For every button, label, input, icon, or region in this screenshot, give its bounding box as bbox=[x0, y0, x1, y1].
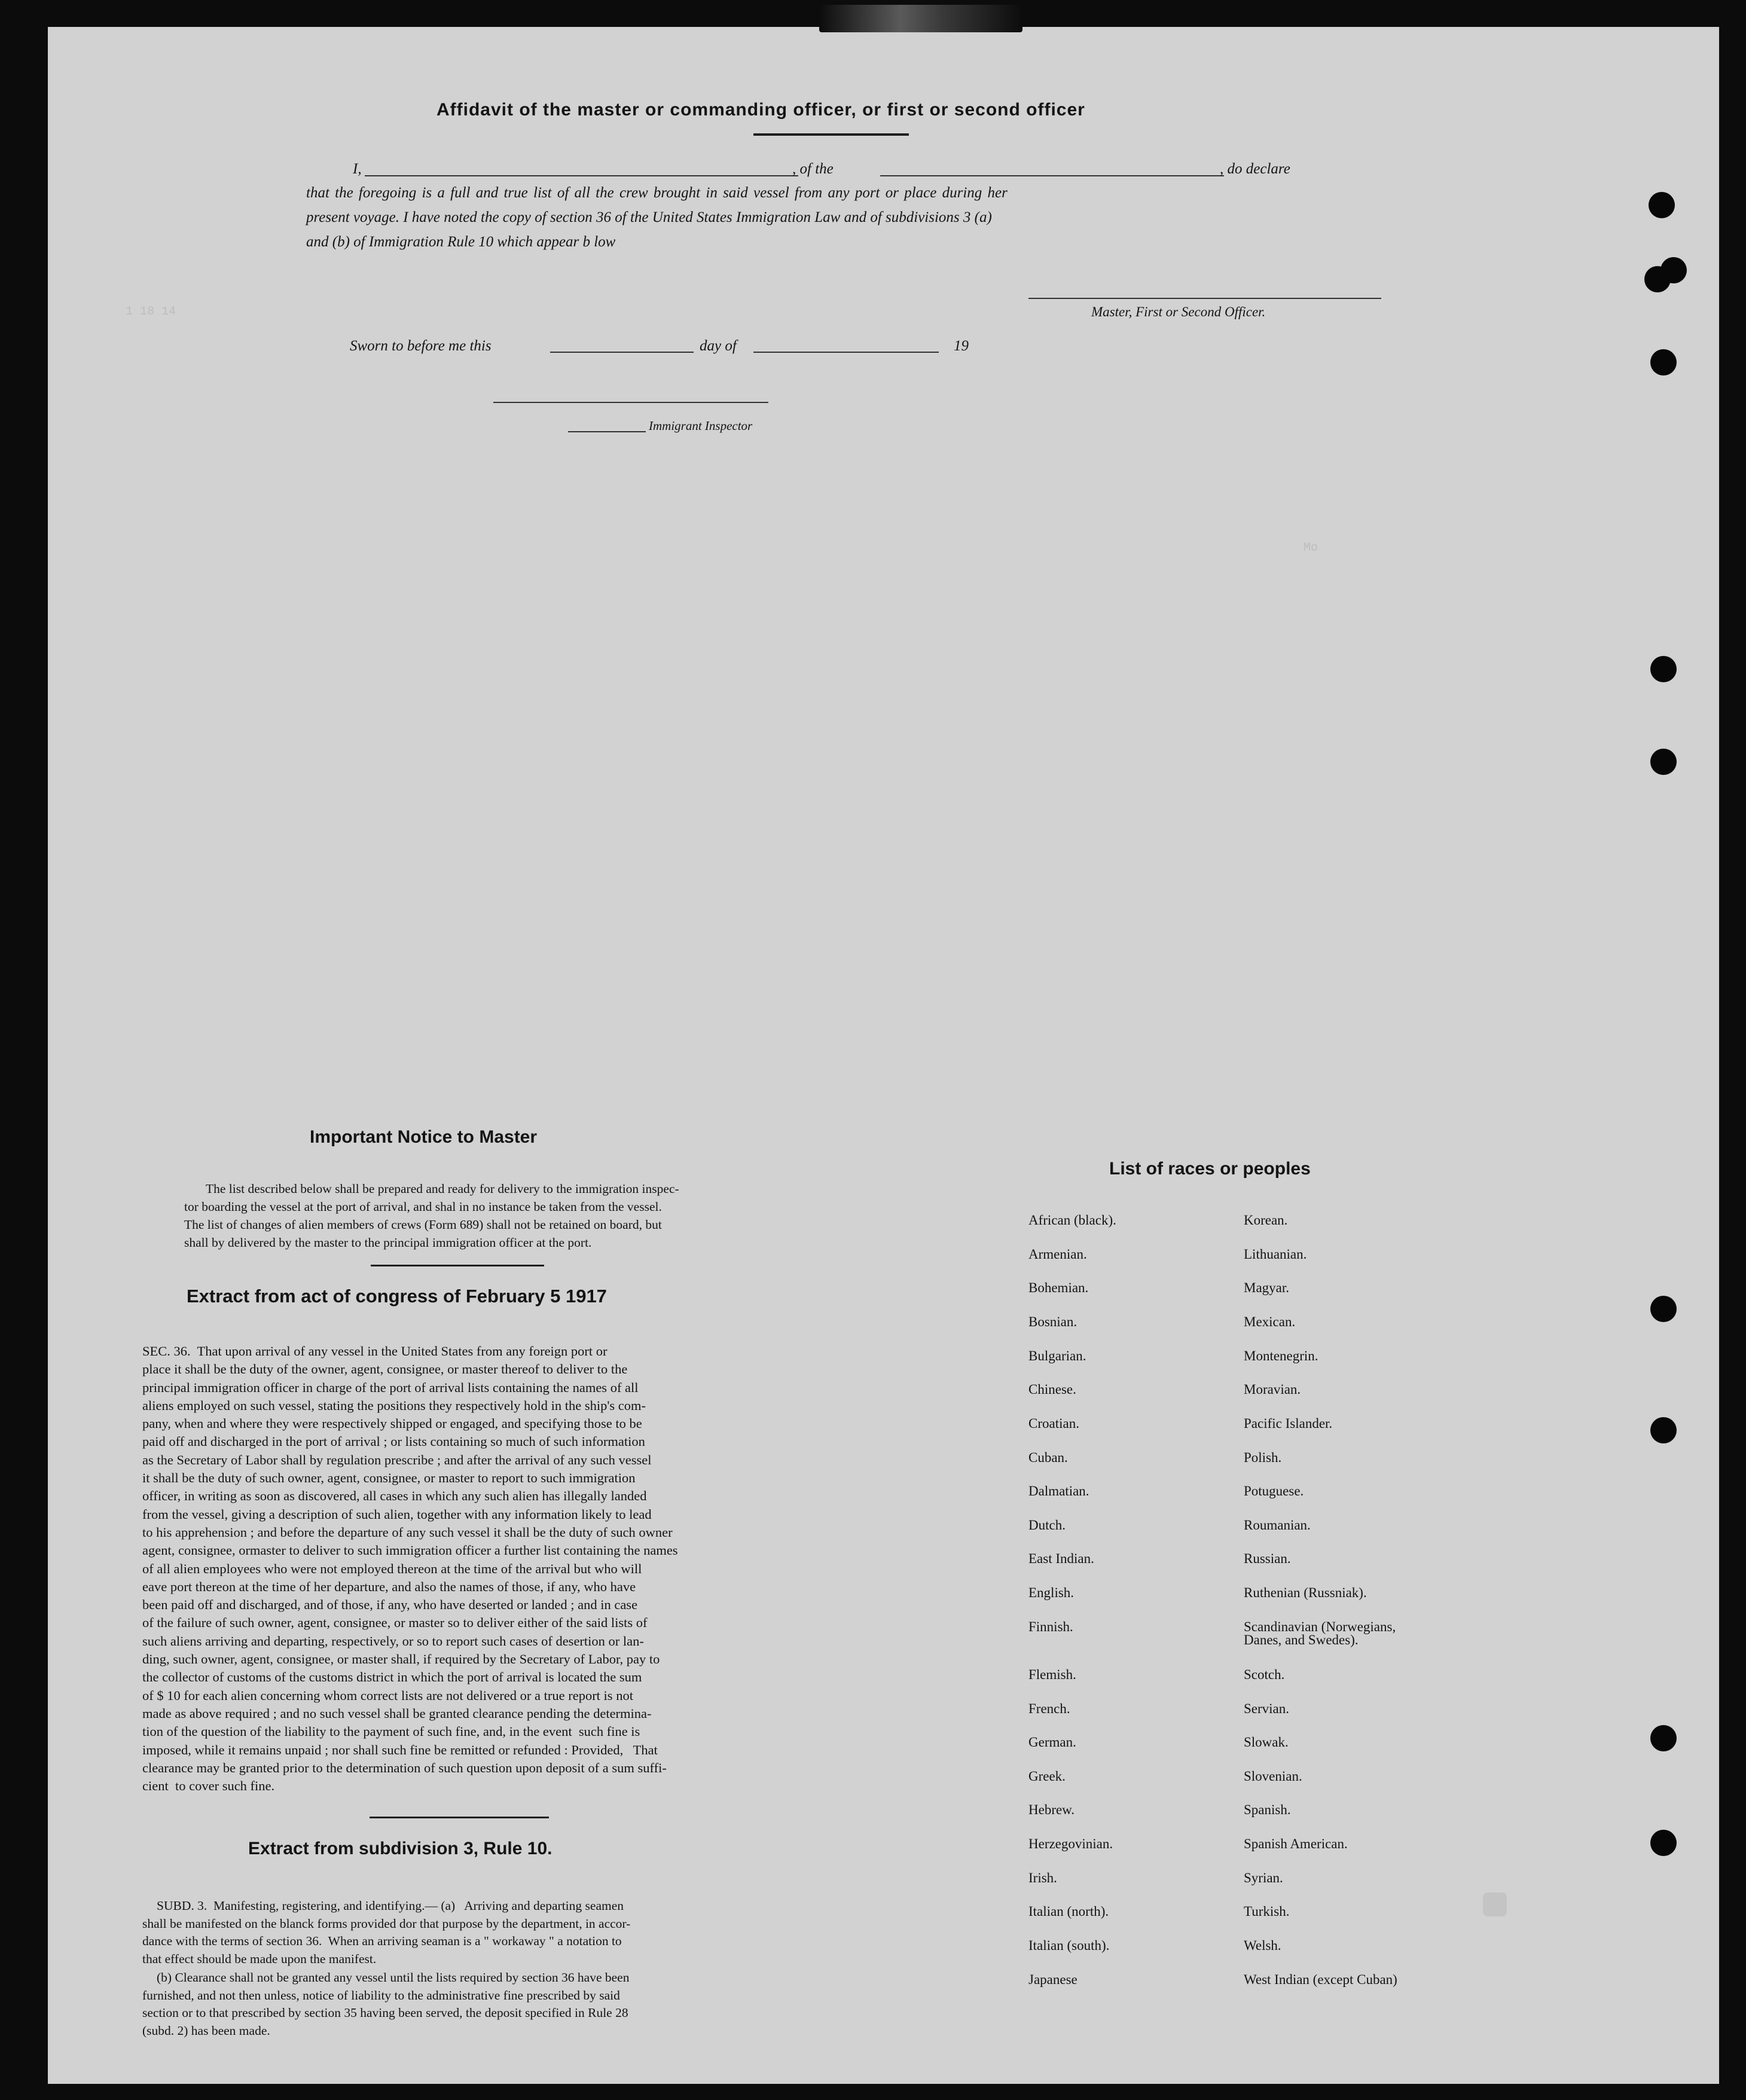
race-entry: Bohemian. bbox=[1028, 1280, 1089, 1295]
race-entry: Italian (north). bbox=[1028, 1904, 1109, 1919]
punch-hole bbox=[1650, 1830, 1677, 1856]
race-entry: Dalmatian. bbox=[1028, 1484, 1089, 1498]
race-entry: French. bbox=[1028, 1701, 1070, 1716]
punch-hole bbox=[1644, 266, 1671, 292]
affidavit-line-2: present voyage. I have noted the copy of section 36 of the United States Immigration Law and of subdivisions 3 (a) bbox=[306, 209, 992, 225]
punch-hole bbox=[1650, 1417, 1677, 1443]
punch-hole bbox=[1650, 1725, 1677, 1751]
top-edge-mark bbox=[819, 5, 1022, 32]
day-of-label: day of bbox=[700, 338, 737, 354]
race-entry: Flemish. bbox=[1028, 1667, 1076, 1682]
rule-extract-text-b: (b) Clearance shall not be granted any vessel until the lists required by section 36 have been furnished, and not then unless, notice of liability to the administrative fine prescribed by said section or to that prescribed by section 35 having been served, the deposit specified in Rule 28 (subd. 2) has been made. bbox=[142, 1970, 630, 2038]
act-extract-text: SEC. 36. That upon arrival of any vessel in the United States from any foreign port or place it shall be the duty of the owner, agent, consignee, or master thereof to deliver to the principal immigration officer in charge of the port of arrival lists containing the names of all aliens employed on such vessel, stating the positions they respectively hold in the ship's com- pany, when and where they were respectively shipped or engaged, and specifying those to be paid off and discharged in the port of arrival ; or lists containing so much of such information as the Secretary of Labor shall by regulation prescribe ; and after the arrival of any such vessel it shall be the duty of such owner, agent, consignee, or master to report to such immigration officer, in writing as soon as discovered, all cases in which any such alien has illegally landed from the vessel, giving a description of such alien, together with any information likely to lead to his apprehension ; and before the departure of any such vessel it shall be the duty of such owner agent, consignee, ormaster to deliver to such immigration officer a further list containing the names of all alien employees who were not employed thereon at the time of the arrival but who will eave port thereon at the time of her departure, and also the names of those, if any, who have been paid off and discharged, and of those, if any, who have deserted or landed ; and in case of the failure of such owner, agent, consignee, or master so to deliver either of the said lists of such aliens arriving and departing, respectively, or so to report such cases of desertion or lan- ding, such owner, agent, consignee, or master shall, if required by the Secretary of Labor, pay to the collector of customs of the customs district in which the port of arrival is located the sum of $ 10 for each alien concerning whom correct lists are not delivered or a true report is not made as above required ; and no such vessel shall be granted clearance pending the determina- tion of the question of the liability to the payment of such fine, and, in the event such fine is imposed, while it remains unpaid ; nor shall such fine be remitted or refunded : Provided, That clearance may be granted prior to the determination of such question upon deposit of a sum suffi- cient to cover such fine. bbox=[142, 1344, 678, 1794]
divider bbox=[370, 1817, 549, 1818]
race-entry: Pacific Islander. bbox=[1244, 1416, 1333, 1431]
race-entry: West Indian (except Cuban) bbox=[1244, 1972, 1397, 1987]
race-entry: Lithuanian. bbox=[1244, 1247, 1307, 1262]
race-entry: Turkish. bbox=[1244, 1904, 1290, 1919]
race-entry: Finnish. bbox=[1028, 1619, 1073, 1634]
race-entry: Slowak. bbox=[1244, 1735, 1289, 1750]
manifest-page bbox=[48, 27, 1719, 2084]
race-entry: Italian (south). bbox=[1028, 1938, 1110, 1953]
race-entry: Scandinavian (Norwegians, bbox=[1244, 1619, 1396, 1634]
affidavit-do-declare: , do declare bbox=[1220, 161, 1290, 177]
sworn-month-line[interactable] bbox=[753, 352, 939, 353]
race-entry: Irish. bbox=[1028, 1870, 1057, 1885]
race-entry: Bulgarian. bbox=[1028, 1348, 1086, 1363]
bleed-through-text: Mo bbox=[1304, 541, 1318, 555]
act-extract-title: Extract from act of congress of February 5 1917 bbox=[187, 1286, 607, 1307]
sworn-label: Sworn to before me this bbox=[350, 338, 492, 354]
punch-hole bbox=[1650, 349, 1677, 376]
race-entry: Japanese bbox=[1028, 1972, 1077, 1987]
race-entry: East Indian. bbox=[1028, 1551, 1094, 1566]
affidavit-i-label: I, bbox=[353, 161, 362, 177]
race-entry: Herzegovinian. bbox=[1028, 1836, 1113, 1851]
race-entry: Scotch. bbox=[1244, 1667, 1285, 1682]
race-entry: Potuguese. bbox=[1244, 1484, 1304, 1498]
name-field-line[interactable] bbox=[365, 175, 798, 176]
race-entry: Croatian. bbox=[1028, 1416, 1079, 1431]
sworn-day-line[interactable] bbox=[550, 352, 694, 353]
race-entry: Hebrew. bbox=[1028, 1802, 1075, 1817]
affidavit-line-1: that the foregoing is a full and true list of all the crew brought in said vessel from any port or place during her bbox=[306, 185, 1008, 201]
race-entry: Chinese. bbox=[1028, 1382, 1076, 1397]
inspector-caption: Immigrant Inspector bbox=[649, 419, 753, 433]
punch-hole bbox=[1650, 749, 1677, 775]
race-entry: Korean. bbox=[1244, 1213, 1288, 1228]
race-entry: Welsh. bbox=[1244, 1938, 1281, 1953]
punch-hole bbox=[1650, 1296, 1677, 1322]
punch-hole bbox=[1649, 192, 1675, 218]
race-entry: Spanish American. bbox=[1244, 1836, 1348, 1851]
race-entry: Montenegrin. bbox=[1244, 1348, 1318, 1363]
race-entry: German. bbox=[1028, 1735, 1076, 1750]
divider bbox=[753, 133, 909, 136]
race-entry: Syrian. bbox=[1244, 1870, 1283, 1885]
race-entry: English. bbox=[1028, 1585, 1075, 1600]
affidavit-title: Affidavit of the master or commanding officer, or first or second officer bbox=[436, 100, 1085, 120]
race-entry: Bosnian. bbox=[1028, 1314, 1077, 1329]
signature-caption: Master, First or Second Officer. bbox=[1091, 304, 1266, 319]
notice-title: Important Notice to Master bbox=[310, 1127, 538, 1147]
race-entry: Servian. bbox=[1244, 1701, 1290, 1716]
affidavit-of-the: , of the bbox=[792, 161, 834, 177]
bleed-through-mark bbox=[1483, 1893, 1507, 1916]
race-entry: Slovenian. bbox=[1244, 1769, 1302, 1784]
race-entry: Ruthenian (Russniak). bbox=[1244, 1585, 1367, 1600]
affidavit-line-3: and (b) of Immigration Rule 10 which appear b low bbox=[306, 234, 616, 250]
race-entry: Polish. bbox=[1244, 1450, 1282, 1465]
race-entry: Roumanian. bbox=[1244, 1518, 1311, 1533]
races-title: List of races or peoples bbox=[1109, 1159, 1311, 1179]
race-entry: Armenian. bbox=[1028, 1247, 1087, 1262]
inspector-signature-line[interactable] bbox=[493, 402, 768, 403]
race-entry: Mexican. bbox=[1244, 1314, 1296, 1329]
race-entry: Moravian. bbox=[1244, 1382, 1301, 1397]
notice-text: The list described below shall be prepared and ready for delivery to the immigration inspec- tor boarding the vessel at the port of arrival, and shal in no instance be taken from the vessel. The list of changes of alien members of crews (Form 689) shall not be retained on board, but shall by delivered by the master to the principal immigration officer at the port. bbox=[184, 1182, 679, 1250]
year-prefix: 19 bbox=[954, 338, 969, 354]
inspector-short-line bbox=[568, 431, 646, 432]
rule-extract-text-a: SUBD. 3. Manifesting, registering, and identifying.— (a) Arriving and departing seamen shall be manifested on the blanck forms provided dor that purpose by the department, in accor- dance with the terms of section 36. When an arriving seaman is a " workaway " a notation to that effect should be made upon the manifest. bbox=[142, 1898, 631, 1966]
divider bbox=[371, 1265, 544, 1266]
vessel-field-line[interactable] bbox=[880, 175, 1224, 176]
race-entry: Greek. bbox=[1028, 1769, 1066, 1784]
bleed-through-text: 1 18 14 bbox=[126, 305, 176, 319]
race-entry: Danes, and Swedes). bbox=[1244, 1632, 1359, 1647]
race-entry: Cuban. bbox=[1028, 1450, 1068, 1465]
rule-extract-title: Extract from subdivision 3, Rule 10. bbox=[248, 1839, 553, 1858]
race-entry: Magyar. bbox=[1244, 1280, 1290, 1295]
race-entry: Spanish. bbox=[1244, 1802, 1291, 1817]
race-entry: Russian. bbox=[1244, 1551, 1291, 1566]
race-entry: African (black). bbox=[1028, 1213, 1116, 1228]
punch-hole bbox=[1650, 656, 1677, 682]
race-entry: Dutch. bbox=[1028, 1518, 1066, 1533]
signature-line[interactable] bbox=[1028, 298, 1381, 299]
